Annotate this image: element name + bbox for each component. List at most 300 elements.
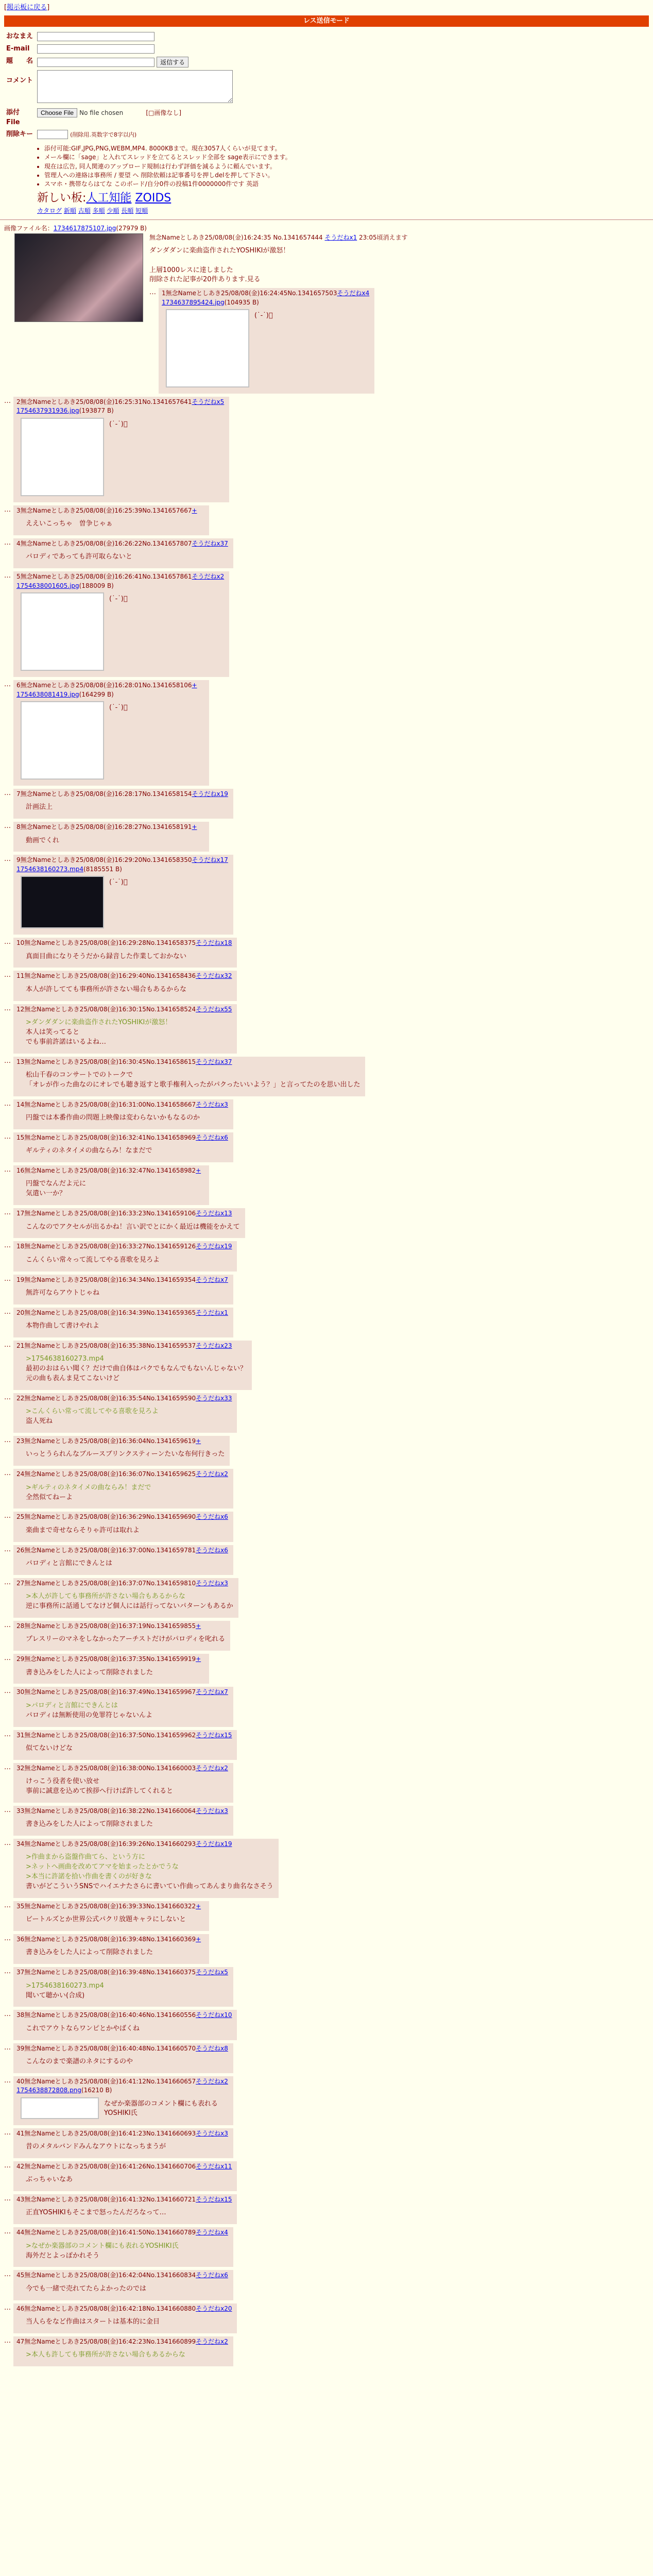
sodane-button[interactable]: そうだねx7 — [196, 1688, 228, 1696]
reply-number: 41 — [16, 2129, 25, 2137]
reply-line: 松山千春のコンサートでのトークで — [26, 1071, 133, 1079]
reply-body — [26, 1354, 247, 1384]
sodane-button[interactable]: そうだねx2 — [196, 1764, 228, 1772]
reply-file-link[interactable]: 1754638872808.png — [16, 2087, 81, 2094]
reply-number: 42 — [16, 2162, 25, 2170]
sodane-button[interactable]: そうだねx37 — [192, 540, 228, 548]
reply-indent: … — [4, 1394, 11, 1402]
reply-line: 本人が許してても事務所が許さない場合もあるからな — [26, 985, 187, 993]
reply-number: 19 — [16, 1276, 25, 1283]
reply-indent: … — [4, 505, 11, 514]
reply-meta: 無念Nameとしあき25/08/08(金)16:29:28No.1341658375 — [24, 939, 196, 947]
reply-body — [26, 1071, 360, 1090]
reply-meta: 無念Nameとしあき25/08/08(金)16:26:41No.1341657861 — [20, 573, 192, 581]
reply-meta: 無念Nameとしあき25/08/08(金)16:25:39No.1341657667 — [20, 506, 192, 514]
sodane-button[interactable]: そうだねx2 — [196, 2337, 228, 2345]
reply-header — [16, 1840, 273, 1849]
sodane-button[interactable]: そうだねx19 — [192, 790, 228, 798]
reply-number: 27 — [16, 1579, 25, 1587]
reply-indent: … — [4, 1578, 11, 1586]
reply-box — [13, 2303, 237, 2333]
reply-number: 11 — [16, 972, 25, 980]
reply-header — [16, 1968, 228, 1977]
reply-post — [4, 1512, 649, 1541]
delete-key-input[interactable] — [37, 130, 68, 139]
sodane-button[interactable]: + — [196, 1936, 201, 1943]
sodane-button[interactable]: そうだねx19 — [196, 1243, 232, 1250]
reply-meta: 無念Nameとしあき25/08/08(金)16:42:04No.1341660834 — [24, 2272, 196, 2279]
reply-number: 28 — [16, 1622, 25, 1630]
reply-line: (˙-˙)ﾞ — [109, 703, 128, 711]
reply-header — [16, 1437, 225, 1446]
reply-post — [4, 680, 649, 786]
reply-box — [13, 1621, 230, 1651]
reply-post — [4, 855, 649, 935]
catalog-link[interactable]: カタログ — [37, 207, 62, 214]
reply-post — [4, 571, 649, 677]
reply-indent: … — [4, 2161, 11, 2170]
reply-header — [16, 1342, 247, 1350]
sodane-button[interactable]: そうだねx6 — [196, 2272, 228, 2279]
reply-indent: … — [4, 1166, 11, 1174]
reply-header — [16, 1276, 228, 1284]
reply-indent: … — [4, 1242, 11, 1250]
sodane-button[interactable]: そうだねx15 — [196, 1731, 232, 1739]
reply-line: 真面目曲になりそうだから録音した作業しておかない — [26, 952, 187, 960]
reply-box — [13, 2161, 237, 2191]
reply-file-size: (8185551 B) — [83, 865, 122, 873]
reply-line: 無許可ならアウトじゃね — [26, 1289, 100, 1297]
sodane-button[interactable]: + — [192, 682, 197, 689]
sort-long-link[interactable]: 長順 — [121, 207, 134, 214]
reply-number: 45 — [16, 2272, 25, 2279]
reply-body — [26, 2175, 232, 2185]
reply-indent: … — [4, 1621, 11, 1629]
sodane-button[interactable]: + — [192, 506, 197, 514]
reply-number: 22 — [16, 1395, 25, 1402]
sodane-button[interactable]: そうだねx32 — [196, 972, 232, 980]
sodane-button[interactable]: そうだねx5 — [192, 398, 225, 406]
reply-body — [26, 1853, 273, 1891]
reply-line: いっとうられんなブルースブリンクスティーンたいな布何行きった — [26, 1450, 225, 1459]
reply-number: 21 — [16, 1342, 25, 1350]
reply-indent: … — [4, 2195, 11, 2203]
reply-number: 10 — [16, 939, 25, 947]
reply-meta: 無念Nameとしあき25/08/08(金)16:28:27No.1341658191 — [20, 823, 192, 831]
new-board-link-ai[interactable]: 人工知能 — [86, 191, 132, 205]
delete-key-label: 削除キー — [6, 130, 33, 139]
reply-meta: 無念Nameとしあき25/08/08(金)16:33:23No.1341659106 — [24, 1210, 196, 1217]
reply-post — [4, 2043, 649, 2073]
reply-line: ギルティのネタイメの曲ならみ！なまだで — [26, 1147, 152, 1155]
reply-meta: 無念Nameとしあき25/08/08(金)16:36:04No.1341659619 — [24, 1437, 196, 1445]
rule-item: • メール欄に「sage」と入れてスレッドを立てるとスレッド全部を sage表示にできます。 — [44, 153, 653, 162]
reply-number: 2 — [16, 398, 21, 406]
reply-body — [26, 2208, 232, 2218]
sodane-button[interactable]: + — [196, 1902, 201, 1910]
reply-line: ぶっちゃいなあ — [26, 2176, 73, 2184]
reply-box — [13, 1934, 209, 1964]
reply-number: 26 — [16, 1546, 25, 1554]
reply-post — [4, 2076, 649, 2125]
reply-file-line — [16, 406, 224, 415]
sort-few-link[interactable]: 少順 — [107, 207, 119, 214]
reply-indent: … — [4, 2336, 11, 2345]
reply-header — [16, 2304, 232, 2313]
sort-old-link[interactable]: 古順 — [78, 207, 91, 214]
reply-body — [26, 1526, 228, 1536]
reply-file-size: (193877 B) — [79, 407, 114, 415]
reply-post — [4, 1208, 649, 1238]
reply-indent: … — [4, 1004, 11, 1012]
reply-indent: … — [149, 289, 156, 297]
sodane-button[interactable]: + — [192, 823, 197, 831]
reply-post — [4, 1341, 649, 1390]
reply-meta: 無念Nameとしあき25/08/08(金)16:42:23No.1341660899 — [24, 2337, 196, 2345]
sodane-button[interactable]: そうだねx8 — [196, 2044, 228, 2052]
reply-indent: … — [4, 1839, 11, 1848]
reply-body — [26, 1668, 204, 1678]
subject-input[interactable] — [37, 58, 154, 67]
reply-indent: … — [4, 1730, 11, 1738]
reply-meta: 無念Nameとしあき25/08/08(金)16:41:32No.1341660721 — [24, 2196, 196, 2204]
reply-mode-bar: レス送信モード — [4, 15, 649, 27]
sodane-button[interactable]: そうだねx37 — [196, 1058, 232, 1065]
reply-post — [4, 1730, 649, 1760]
reply-post — [4, 1934, 649, 1964]
reply-line: 元の曲も表んま見てこないけど — [26, 1375, 120, 1383]
name-input[interactable] — [37, 32, 154, 41]
reply-header — [16, 572, 224, 581]
reply-box — [13, 2043, 233, 2073]
sodane-button[interactable]: そうだねx2 — [196, 1470, 228, 1478]
reply-file-link[interactable]: 1754637931936.jpg — [16, 407, 79, 415]
reply-indent: … — [4, 681, 11, 689]
reply-number: 30 — [16, 1688, 25, 1696]
choose-file-button[interactable]: Choose File — [37, 108, 77, 117]
reply-header — [16, 2195, 232, 2204]
reply-line: (˙-˙)ﾞ — [254, 312, 273, 320]
sodane-button[interactable]: そうだねx6 — [196, 1546, 228, 1554]
reply-file-link[interactable]: 1754638160273.mp4 — [16, 865, 84, 873]
reply-post — [4, 789, 649, 819]
sodane-button[interactable]: + — [196, 1167, 201, 1175]
reply-indent: … — [4, 1806, 11, 1814]
reply-indent: … — [4, 2128, 11, 2137]
reply-meta: 無念Nameとしあき25/08/08(金)16:38:00No.1341660003 — [24, 1764, 196, 1772]
sodane-button[interactable]: そうだねx3 — [196, 1579, 228, 1587]
reply-body — [26, 2242, 228, 2261]
sodane-button[interactable]: そうだねx10 — [196, 2011, 232, 2019]
reply-file-line — [16, 2086, 228, 2095]
reply-number: 15 — [16, 1133, 25, 1141]
reply-number: 38 — [16, 2011, 25, 2019]
reply-body — [26, 1559, 228, 1569]
reply-post — [4, 1687, 649, 1726]
reply-line: >1754638160273.mp4 — [26, 1355, 104, 1363]
reply-header — [16, 2162, 232, 2171]
reply-post — [4, 397, 649, 502]
reply-box — [13, 1687, 233, 1726]
reply-box — [13, 1275, 233, 1304]
reply-box — [13, 1099, 233, 1129]
reply-header — [16, 1513, 228, 1521]
reply-post — [4, 1132, 649, 1162]
reply-header — [16, 2011, 232, 2020]
reply-meta: 無念Nameとしあき25/08/08(金)16:42:18No.1341660880 — [24, 2304, 196, 2312]
reply-box — [13, 1308, 233, 1337]
reply-indent: … — [4, 1436, 11, 1445]
email-input[interactable] — [37, 44, 154, 54]
reply-post — [4, 1578, 649, 1618]
reply-post — [4, 1545, 649, 1575]
reply-number: 24 — [16, 1470, 25, 1478]
reply-box — [13, 1165, 209, 1205]
reply-number: 8 — [16, 823, 21, 831]
sodane-button[interactable]: そうだねx1 — [196, 1309, 228, 1316]
sodane-button[interactable]: そうだねx11 — [196, 2162, 232, 2170]
reply-post — [4, 1967, 649, 2007]
reply-body — [26, 985, 232, 995]
reply-number: 37 — [16, 1969, 25, 1976]
delete-key-note: (削除用.英数字で8字以内) — [70, 131, 137, 139]
reply-line: 最初のおはらい聞く？だけで曲自体はパクでもなんでもないんじゃない？ — [26, 1365, 247, 1373]
reply-line: (˙-˙)ﾞ — [109, 878, 128, 887]
reply-body — [26, 1407, 232, 1427]
new-board-link-zoids[interactable]: ZOIDS — [135, 191, 171, 205]
reply-box — [13, 1654, 209, 1684]
reply-header — [16, 506, 204, 515]
reply-thumbnail[interactable] — [21, 592, 104, 671]
reply-body — [26, 1450, 225, 1460]
reply-box — [13, 1763, 233, 1803]
op-image[interactable] — [14, 233, 143, 322]
reply-line: >ネットへ画曲を改めてアマを始まったとかでうな — [26, 1863, 179, 1871]
reply-header — [16, 1309, 228, 1317]
reply-thumbnail[interactable] — [21, 418, 104, 496]
reply-indent: … — [4, 1132, 11, 1141]
reply-header — [16, 1166, 204, 1175]
email-label: E-mail — [6, 44, 30, 53]
sodane-button[interactable]: そうだねx2 — [196, 2077, 228, 2085]
sodane-button[interactable]: そうだねx33 — [196, 1395, 232, 1402]
reply-file-link[interactable]: 1734637895424.jpg — [162, 298, 225, 306]
reply-post — [4, 1165, 649, 1205]
reply-post — [4, 505, 649, 535]
reply-indent: … — [4, 1901, 11, 1909]
reply-number: 14 — [16, 1100, 25, 1108]
reply-line: パロディは無断使用の免罪符じゃないんよ — [26, 1711, 152, 1719]
reply-file-line — [162, 298, 369, 307]
reply-line: >ギルティのネタイメの曲ならみ！まだで — [26, 1483, 151, 1492]
reply-body — [26, 1223, 240, 1232]
reply-number: 9 — [16, 856, 21, 864]
reply-line: 海外だとよっぽかれそう — [26, 2251, 100, 2260]
reply-meta: 無念Nameとしあき25/08/08(金)16:41:50No.1341660789 — [24, 2229, 196, 2236]
reply-thumbnail[interactable] — [21, 2097, 99, 2119]
sort-new-link[interactable]: 新順 — [63, 207, 76, 214]
reply-number: 23 — [16, 1437, 25, 1445]
reply-indent: … — [4, 1512, 11, 1520]
reply-number: 43 — [16, 2196, 25, 2204]
reply-post — [4, 1806, 649, 1836]
back-to-board-link[interactable]: 掲示板に戻る — [7, 4, 47, 11]
reply-number: 12 — [16, 1005, 25, 1013]
sodane-button[interactable]: そうだねx20 — [196, 2304, 232, 2312]
reply-file-size: (104935 B) — [224, 298, 259, 306]
reply-line: 書いがどこういうSNSでハイエナたさらに書いてい作曲ってあんまり曲名なさそう — [26, 1882, 273, 1890]
reply-line: 円盤では本番作曲の問題上映像は変わらないかもなるのか — [26, 1114, 200, 1122]
reply-thumbnail[interactable] — [21, 701, 104, 779]
reply-line: >本当に許諾を拾い作曲を書くのが好きな — [26, 1873, 152, 1881]
reply-line: >なぜか楽器部のコメント欄にも表れるYOSHIKI氏 — [26, 2242, 179, 2250]
sodane-button[interactable]: そうだねx5 — [196, 1969, 228, 1976]
reply-meta: 無念Nameとしあき25/08/08(金)16:39:48No.1341660369 — [24, 1936, 196, 1943]
reply-post — [4, 1004, 649, 1054]
reply-file-link[interactable]: 1754638081419.jpg — [16, 690, 79, 698]
reply-number: 18 — [16, 1243, 25, 1250]
submit-reply-button[interactable]: 返信する — [157, 57, 188, 67]
reply-thumbnail[interactable] — [21, 876, 104, 928]
sodane-button[interactable]: そうだねx3 — [196, 1807, 228, 1815]
op-header: 無念Nameとしあき25/08/08(金)16:24:35 No.1341657444 そうだねx1 23:05頃消えます — [149, 233, 408, 241]
comment-textarea[interactable] — [37, 70, 233, 103]
reply-post — [4, 2336, 649, 2366]
reply-line: >本人が許しても事務所が許さない場合もあるからな — [26, 1592, 185, 1601]
reply-line: 書き込みをした人によって削除されました — [26, 1820, 153, 1828]
reply-box — [13, 1730, 237, 1760]
sodane-button[interactable]: そうだねx3 — [196, 1100, 228, 1108]
sodane-button[interactable]: そうだねx55 — [196, 1005, 232, 1013]
sodane-button[interactable]: そうだねx23 — [196, 1342, 232, 1350]
sodane-button[interactable]: そうだねx19 — [196, 1840, 232, 1848]
reply-line: パロディであっても許可取らないと — [26, 553, 132, 561]
reply-box — [13, 2194, 237, 2224]
reply-header — [162, 289, 369, 298]
reply-box — [13, 2128, 233, 2158]
sodane-button[interactable]: そうだねx18 — [196, 939, 232, 947]
reply-header — [16, 1242, 232, 1251]
reply-body — [26, 952, 232, 962]
reply-header — [16, 1058, 360, 1066]
reply-body — [26, 1018, 232, 1047]
reply-box — [13, 1967, 233, 2007]
reply-box — [13, 571, 229, 677]
reply-post — [4, 2194, 649, 2224]
reply-meta: 無念Nameとしあき25/08/08(金)16:39:48No.1341660375 — [24, 1969, 196, 1976]
sodane-button[interactable]: そうだねx1 — [324, 233, 357, 241]
sodane-button[interactable]: そうだねx17 — [192, 856, 228, 864]
reply-post — [149, 288, 649, 394]
reply-line: 円盤でなんだよ元に — [26, 1180, 87, 1188]
reply-line: 計画法上 — [26, 803, 53, 811]
reply-line: >作曲まから盗盤作曲てら、という方に — [26, 1853, 145, 1861]
reply-header — [16, 1807, 228, 1816]
reply-box — [13, 1132, 233, 1162]
reply-line: 正直YOSHIKIもそこまで怒ったんだろなって… — [26, 2209, 166, 2217]
reply-thumbnail[interactable] — [166, 309, 249, 387]
sodane-button[interactable]: そうだねx15 — [196, 2196, 232, 2204]
reply-line: こんなのでアクセルが出るかね！言い訳でとにかく最近は機能をかえて — [26, 1223, 240, 1231]
reply-number: 33 — [16, 1807, 25, 1815]
catalog-nav — [37, 207, 653, 215]
sodane-button[interactable]: そうだねx6 — [196, 1513, 228, 1521]
file-none-text: No file chosen — [79, 109, 124, 117]
reply-box — [13, 2010, 237, 2040]
post-form — [4, 31, 235, 141]
sodane-button[interactable]: そうだねx7 — [196, 1276, 228, 1283]
sodane-button[interactable]: + — [196, 1622, 201, 1630]
reply-indent: … — [4, 397, 11, 405]
reply-box — [13, 2076, 233, 2125]
reply-file-link[interactable]: 1754638001605.jpg — [16, 582, 79, 589]
reply-number: 16 — [16, 1167, 25, 1175]
reply-line: 似てないけどな — [26, 1744, 73, 1752]
sort-short-link[interactable]: 短順 — [135, 207, 148, 214]
reply-line: (˙-˙)ﾞ — [109, 595, 128, 603]
reply-number: 5 — [16, 573, 21, 581]
reply-header — [16, 1688, 228, 1697]
reply-post — [4, 1308, 649, 1337]
reply-post — [4, 1839, 649, 1898]
sodane-button[interactable]: そうだねx6 — [196, 1133, 228, 1141]
reply-box — [13, 938, 237, 968]
reply-post — [4, 2227, 649, 2267]
reply-number: 44 — [16, 2229, 25, 2236]
reply-body — [26, 1483, 228, 1503]
sodane-button[interactable]: そうだねx4 — [196, 2229, 228, 2236]
sodane-button[interactable]: そうだねx13 — [196, 1210, 232, 1217]
reply-meta: 無念Nameとしあき25/08/08(金)16:37:07No.1341659810 — [24, 1579, 196, 1587]
reply-number: 7 — [16, 790, 21, 798]
reply-box — [13, 1241, 237, 1271]
reply-line: 気遣い一か？ — [26, 1190, 66, 1198]
reply-box — [13, 1512, 233, 1541]
sodane-button[interactable]: + — [196, 1655, 201, 1663]
reply-body — [26, 1981, 228, 2001]
sodane-button[interactable]: そうだねx2 — [192, 573, 225, 581]
reply-meta: 無念Nameとしあき25/08/08(金)16:40:48No.1341660570 — [24, 2044, 196, 2052]
reply-header — [16, 1579, 233, 1588]
reply-box — [13, 1578, 238, 1618]
sodane-button[interactable]: そうだねx4 — [337, 290, 370, 297]
reply-indent: … — [4, 1968, 11, 1976]
reply-box — [13, 2227, 233, 2267]
file-label: 添付File — [6, 109, 20, 127]
op-file-link[interactable]: 1734617875107.jpg — [53, 225, 116, 232]
reply-post — [4, 1621, 649, 1651]
reply-header — [16, 1209, 240, 1218]
reply-meta: 無念Nameとしあき25/08/08(金)16:29:40No.1341658436 — [24, 972, 196, 980]
reply-line: こんくらい常々って流してやる喜歌を見ろよ — [26, 1256, 160, 1264]
reply-line: ビートルズとか世界公式パクリ放題キャラにしないと — [26, 1916, 186, 1924]
no-image-checkbox[interactable]: [□画像なし] — [146, 109, 182, 117]
reply-indent: … — [4, 1763, 11, 1771]
reply-meta: 無念Nameとしあき25/08/08(金)16:40:46No.1341660556 — [24, 2011, 196, 2019]
reply-header — [16, 1731, 232, 1740]
reply-body — [26, 2350, 228, 2360]
reply-post — [4, 1275, 649, 1304]
sodane-button[interactable]: + — [196, 1437, 201, 1445]
reply-meta: 無念Nameとしあき25/08/08(金)16:33:27No.1341659126 — [24, 1243, 196, 1250]
reply-body — [26, 2317, 232, 2327]
sort-many-link[interactable]: 多順 — [92, 207, 105, 214]
reply-number: 13 — [16, 1058, 25, 1065]
reply-meta: 無念Nameとしあき25/08/08(金)16:29:20No.1341658350 — [20, 856, 192, 864]
reply-number: 20 — [16, 1309, 25, 1316]
sodane-button[interactable]: そうだねx3 — [196, 2129, 228, 2137]
reply-box — [13, 505, 209, 535]
